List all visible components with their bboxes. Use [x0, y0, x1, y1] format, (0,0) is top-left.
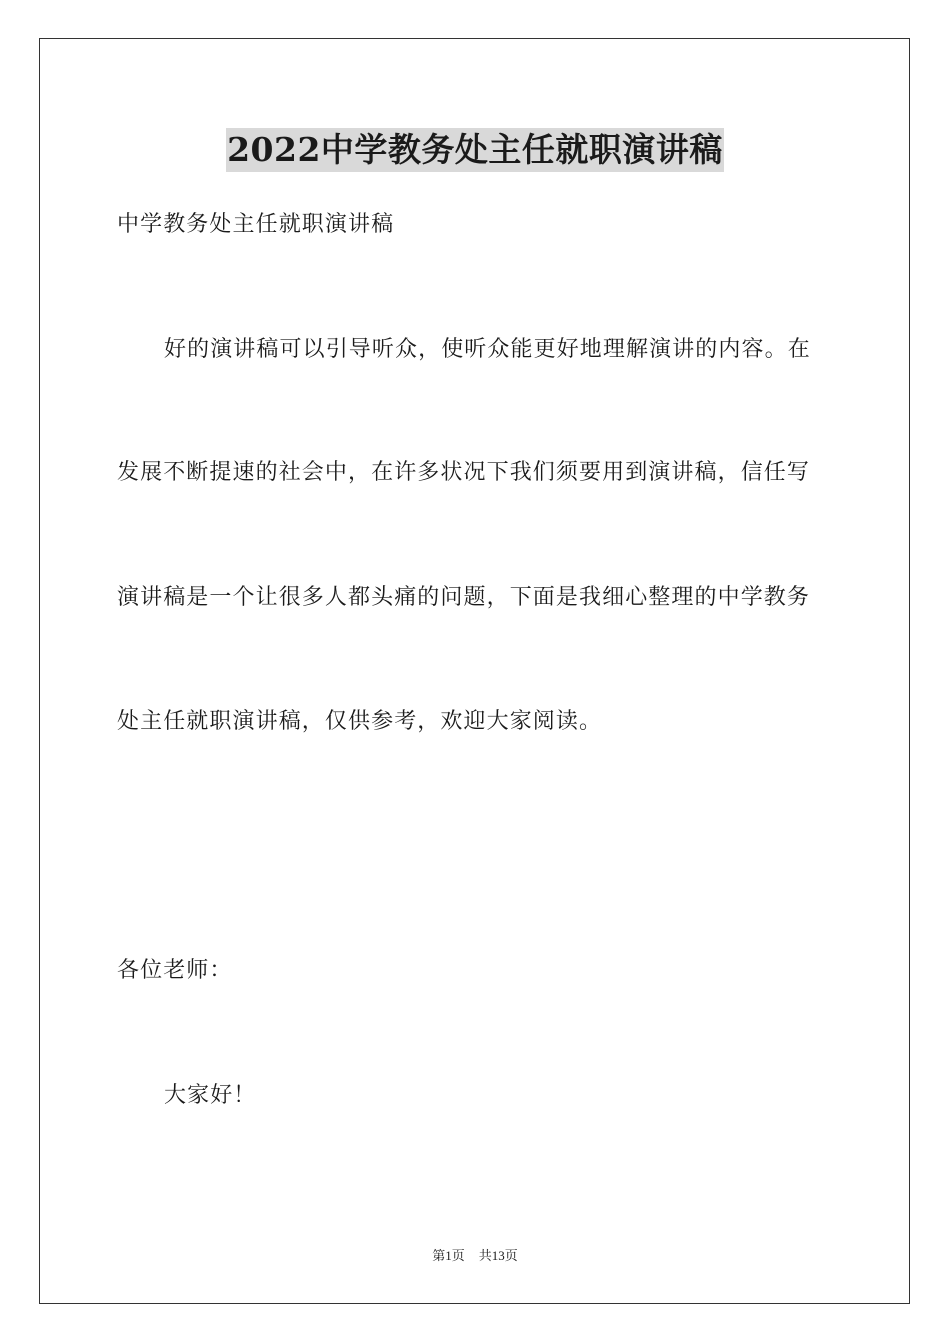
intro-line-1: 好的演讲稿可以引导听众，使听众能更好地理解演讲的内容。在	[164, 337, 811, 362]
document-subtitle: 中学教务处主任就职演讲稿	[117, 212, 395, 237]
title-container	[0, 128, 950, 172]
document-title: 2022中学教务处主任就职演讲稿	[226, 128, 724, 172]
page-footer	[0, 1247, 950, 1265]
salutation: 各位老师：	[117, 958, 233, 983]
intro-line-4: 处主任就职演讲稿，仅供参考，欢迎大家阅读。	[117, 709, 603, 734]
intro-line-3: 演讲稿是一个让很多人都头痛的问题，下面是我细心整理的中学教务	[117, 585, 811, 610]
intro-line-2: 发展不断提速的社会中，在许多状况下我们须要用到演讲稿，信任写	[117, 460, 811, 485]
greeting: 大家好！	[164, 1083, 257, 1108]
page-number-current: 第1页	[432, 1248, 465, 1263]
page-number-total: 共13页	[478, 1248, 518, 1263]
